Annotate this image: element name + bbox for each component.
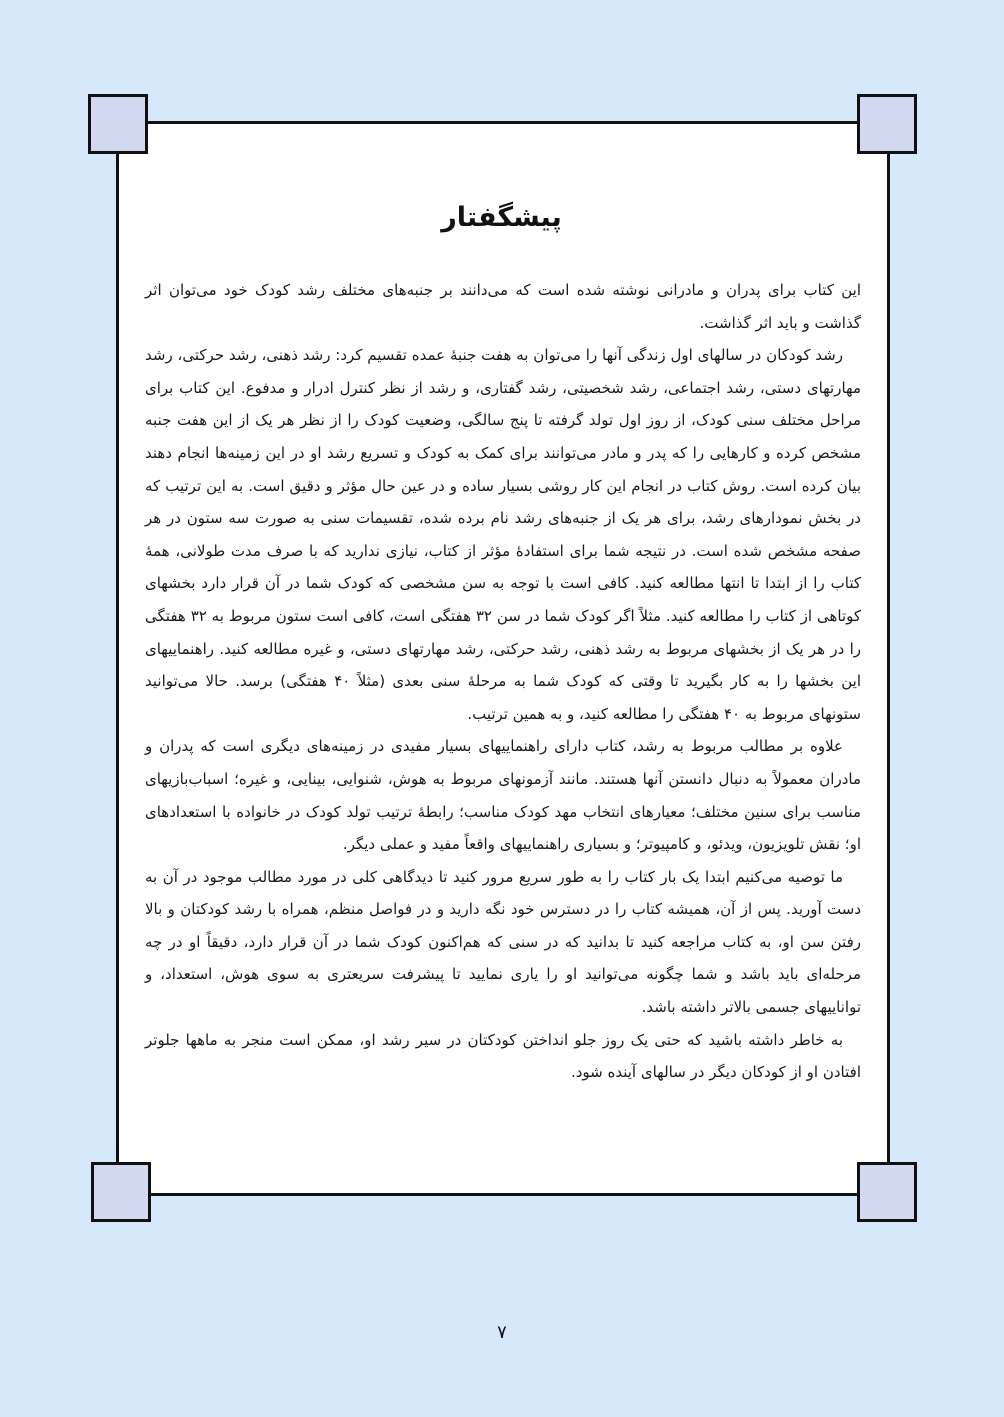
page-title: پیشگفتار (441, 202, 562, 233)
corner-ornament-top-left (88, 94, 148, 154)
paragraph-1: این کتاب برای پدران و مادرانی نوشته شده است که می‌دانند بر جنبه‌های مختلف رشد کودک خود می‌توان اثر گذاشت و باید اثر گذاشت. (145, 281, 861, 332)
paragraph-2: رشد کودکان در سالهای اول زندگی آنها را می‌توان به هفت جنبهٔ عمده تقسیم کرد: رشد ذهنی، رشد حرکتی، رشد مهارتهای دستی، رشد اجتماعی، رشد شخصیتی، رشد گفتاری، و رشد از نظر کنترل ادرار و مدفوع. این کتاب برای مراحل مختلف سنی کودک، از روز اول تولد گرفته تا پنج سالگی، وضعیت کودک را از نظر هر یک از این هفت جنبه مشخص کرده و کارهایی را که پدر و مادر می‌توانند برای کمک به کودک و تسریع رشد او در این زمینه‌ها انجام دهند بیان کرده است. روش کتاب در انجام این کار روشی بسیار ساده و در عین حال مؤثر و دقیق است. به این ترتیب که در بخش نمودارهای رشد، برای هر یک از جنبه‌های رشد نام برده شده، تقسیمات سنی به صورت سه ستون در هر صفحه مشخص شده است. در نتیجه شما برای استفادهٔ مؤثر از کتاب، نیازی ندارید که با صرف مدت طولانی، همهٔ کتاب را از ابتدا تا انتها مطالعه کنید. کافی است با توجه به سن مشخصی که کودک شما در آن قرار دارد بخشهای کوتاهی از کتاب را مطالعه کنید. مثلاً اگر کودک شما در سن ۳۲ هفتگی است، کافی است ستون مربوط به ۳۲ هفتگی را در هر یک از بخشهای مربوط به رشد ذهنی، رشد حرکتی، رشد مهارتهای دستی، و غیره مطالعه کنید. راهنماییهای این بخشها را به کار بگیرید تا وقتی که کودک شما به مرحلهٔ سنی بعدی (مثلاً ۴۰ هفتگی) برسد. حالا می‌توانید ستونهای مربوط به ۴۰ هفتگی را مطالعه کنید، و به همین ترتیب. (145, 346, 861, 723)
corner-ornament-top-right (857, 94, 917, 154)
corner-ornament-bottom-left (91, 1162, 151, 1222)
corner-ornament-bottom-right (857, 1162, 917, 1222)
paragraph-3: علاوه بر مطالب مربوط به رشد، کتاب دارای راهنماییهای بسیار مفیدی در زمینه‌های دیگری است که پدران و مادران معمولاً به دنبال دانستن آنها هستند. مانند آزمونهای مربوط به هوش، شنوایی، بینایی، و غیره؛ اسباب‌بازیهای مناسب برای سنین مختلف؛ معیارهای انتخاب مهد کودک مناسب؛ رابطهٔ ترتیب تولد کودک در خانواده با استعدادهای او؛ نقش تلویزیون، ویدئو، و کامپیوتر؛ و بسیاری راهنماییهای واقعاً مفید و عملی دیگر. (145, 737, 861, 854)
paragraph-5: به خاطر داشته باشید که حتی یک روز جلو انداختن کودکتان در سیر رشد او، ممکن است منجر به ماهها جلوتر افتادن او از کودکان دیگر در سالهای آینده شود. (145, 1030, 861, 1082)
page-number: ۷ (497, 1322, 507, 1343)
body-text (145, 274, 861, 1089)
paragraph-4: ما توصیه می‌کنیم ابتدا یک بار کتاب را به طور سریع مرور کنید تا دیدگاهی کلی در مورد مطالب موجود در آن به دست آورید. پس از آن، همیشه کتاب را در دسترس خود نگه دارید و در فواصل منظم، همراه با رشد کودکتان و بالا رفتن سن او، به کتاب مراجعه کنید تا بدانید که در سنی که هم‌اکنون کودک شما در آن قرار دارد، دقیقاً او در چه مرحله‌ای باید باشد و شما چگونه می‌توانید او را یاری نمایید تا پیشرفت سریعتری به سوی هوش، استعداد، و تواناییهای جسمی بالاتر داشته باشد. (145, 867, 861, 1017)
